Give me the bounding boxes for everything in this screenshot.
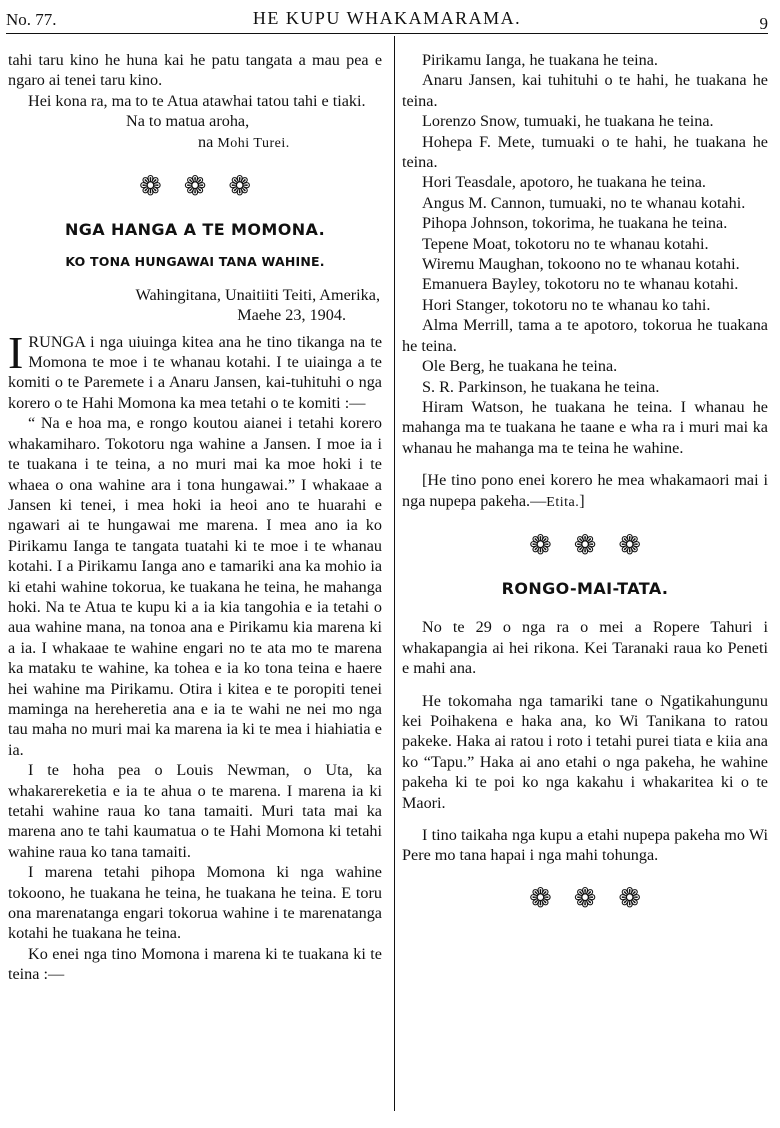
- list-item: Angus M. Cannon, tumuaki, no te whanau kotahi.: [422, 193, 746, 212]
- news-paragraph: I tino taikaha nga kupu a etahi nupepa pakeha mo Wi Pere mo tana hapai i nga mahi tohunga.: [402, 826, 768, 865]
- news-paragraph: He tokomaha nga tamariki tane o Ngatikahungunu kei Poihakena e haka ana, ko Wi Tanikana to ratou pakeke. Haka ai ratou i roto i tetahi purei tiata e kiia ana ko “Tapu.” Haka ai ano etahi o nga pakeha, he wahine pakeha ki te poi ko nga kakahu i whakaritea ki o te Maori.: [402, 691, 768, 812]
- news-title: RONGO-MAI-TATA.: [501, 578, 669, 598]
- signature-prefix: na: [198, 132, 214, 151]
- list-item: Emanuera Bayley, tokotoru no te whanau kotahi.: [422, 275, 739, 294]
- list-item: Anaru Jansen, kai tuhituhi o te hahi, he tuakana he teina.: [402, 71, 768, 110]
- editor-signature: Etita.: [546, 494, 580, 510]
- right-column: [402, 50, 768, 914]
- list-item: Wiremu Maughan, tokoono no te whanau kotahi.: [422, 255, 740, 274]
- news-paragraph: No te 29 o nga ra o mei a Ropere Tahuri i whakapangia ai hei rikona. Kei Taranaki raua ko Peneti e mahi ana.: [402, 618, 768, 678]
- column-divider: [394, 36, 395, 1111]
- list-item: Hiram Watson, he tuakana he teina. I whanau he mahanga ma te tuakana he taane e wha ra i muri mai ka whanau he mahanga ma te teina he wahine.: [402, 397, 768, 457]
- letter-signature: [8, 132, 382, 154]
- article-paragraph-text: RUNGA i nga uiuinga kitea ana he tino tikanga na te Momona te moe i te whanau kotahi. I te uiainga a te komiti o te Paremete i a Anaru Jansen, kai-tuhituhi o nga korero o te Hahi Momona ka mea tetahi o te komiti :—: [8, 332, 382, 412]
- list-item: Pihopa Johnson, tokorima, he tuakana he teina.: [422, 214, 728, 233]
- editor-note-close: ]: [579, 491, 585, 510]
- list-item: Tepene Moat, tokotoru no te whanau kotahi.: [422, 234, 709, 253]
- section-ornament: [8, 172, 382, 202]
- flower-ornament-icon: ❁: [529, 529, 552, 561]
- newspaper-title: HE KUPU WHAKAMARAMA.: [252, 8, 522, 28]
- page-header: [6, 4, 768, 34]
- list-item: Hori Teasdale, apotoro, he tuakana he teina.: [422, 173, 706, 192]
- list-item: Pirikamu Ianga, he tuakana he teina.: [422, 51, 658, 69]
- article-paragraph: Ko enei nga tino Momona i marena ki te tuakana ki te teina :—: [8, 944, 382, 984]
- signature-name: Mohi Turei.: [217, 135, 290, 151]
- editor-note-text: [He tino pono enei korero he mea whakamaori mai i nga nupepa pakeha.—: [402, 471, 768, 510]
- flower-ornament-icon: ❁: [529, 882, 552, 914]
- list-item: Lorenzo Snow, tumuaki, he tuakana he teina.: [422, 112, 714, 131]
- flower-ornament-icon: ❁: [139, 171, 162, 203]
- flower-ornament-icon: ❁: [618, 529, 641, 561]
- page-number: 9: [759, 14, 768, 33]
- article-dateline: Wahingitana, Unaitiiti Teiti, Amerika,: [135, 285, 380, 304]
- letter-paragraph: Hei kona ra, ma to te Atua atawhai tatou tahi e tiaki.: [28, 91, 366, 110]
- editor-note: [402, 470, 768, 513]
- drop-cap: I: [8, 326, 24, 378]
- flower-ornament-icon: ❁: [183, 171, 207, 203]
- article-date: Maehe 23, 1904.: [237, 306, 346, 325]
- article-paragraph: I te hoha pea o Louis Newman, o Uta, ka whakarereketia e ia te ahua o te marena. I marena ia ki tetahi wahine raua ko tana tamaiti. Muri tata mai ka marena ano te tahi kaumatua o te Hahi Momona ki tetahi wahine raua ko tana tamaiti.: [8, 761, 382, 861]
- article-subtitle: KO TONA HUNGAWAI TANA WAHINE.: [65, 254, 325, 270]
- article-title: NGA HANGA A TE MOMONA.: [64, 220, 326, 240]
- left-column: [8, 50, 382, 985]
- issue-number: No. 77.: [6, 10, 57, 29]
- section-ornament: [402, 884, 768, 914]
- flower-ornament-icon: ❁: [228, 171, 251, 203]
- article-paragraph: “ Na e hoa ma, e rongo koutou aianei i tetahi korero whakamiharo. Tokotoru nga wahine a Jansen. I moe ia i te tuakana i te teina, a no muri mai ka moe hoki i te whaea o ona wahine ara i tona hungawai.” I whakaae a Jansen ki tenei, i mea hoki ia heoi ano te huarahi e ngawari ai te hungawai me marena. I mea ano ia ko Pirikamu Ianga te tangata tuatahi ki te moe i te whanau kotahi. I a Pirikamu Ianga ano e tamariki ana ka mohio ia ki etahi wahine tokorua, ke tuakana he teina, he mahanga hoki. Na te Atua te kupu ki a ia kia tangohia e ia tetahi o aua wahine mana, na tonoa ana e Pirikamu kia marena ki a ia. I whakaae te wahine engari no te ata mo te marena ka mataku te wahine, ka tohea e ia ko tona teina e haere hei wahine ma Pirikamu. Otira i kitea e te poropiti tenei maminga na hereheretia ana e ia te wahi ne nei mo nga tau maha no muri mai ka marena ia ki te mea i hiahiatia e ia.: [8, 414, 382, 759]
- list-item: Alma Merrill, tama a te apotoro, tokorua he tuakana he teina.: [402, 316, 768, 355]
- list-item: S. R. Parkinson, he tuakana he teina.: [422, 377, 660, 396]
- flower-ornament-icon: ❁: [573, 529, 597, 561]
- header-rule: [6, 33, 768, 34]
- section-ornament: [402, 531, 768, 561]
- polygamist-list: [402, 50, 768, 458]
- list-item: Ole Berg, he tuakana he teina.: [422, 357, 618, 376]
- list-item: Hori Stanger, tokotoru no te whanau ko tahi.: [422, 295, 711, 314]
- flower-ornament-icon: ❁: [573, 882, 597, 914]
- list-item: Hohepa F. Mete, tumuaki o te hahi, he tuakana he teina.: [402, 132, 768, 172]
- letter-paragraph: tahi taru kino he huna kai he patu tangata a mau pea e ngaro ai tenei taru kino.: [8, 51, 382, 90]
- flower-ornament-icon: ❁: [618, 882, 641, 914]
- article-paragraph: [8, 326, 382, 414]
- article-paragraph: I marena tetahi pihopa Momona ki nga wahine tokoono, he tuakana he teina, he tuakana he teina. E toru ona marenatanga engari tokorua wahine i te marenatanga kotahi he tuakana he teina.: [8, 863, 382, 943]
- letter-closing: Na to matua aroha,: [126, 112, 250, 131]
